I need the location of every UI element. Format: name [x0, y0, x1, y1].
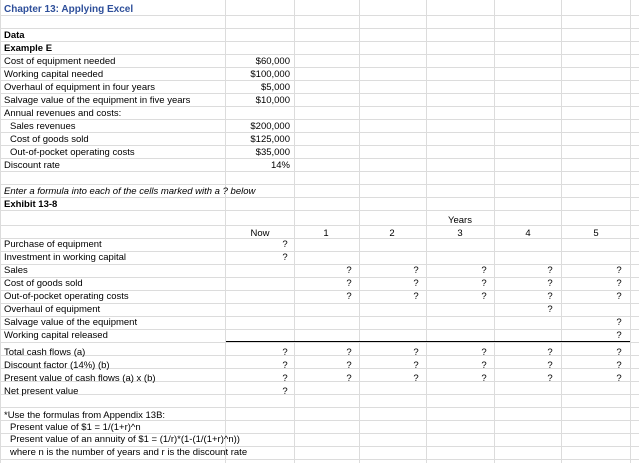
column-header-year-1[interactable]: 1 — [323, 228, 329, 239]
data-label[interactable]: Salvage value of the equipment in five years — [4, 95, 191, 106]
calc-row-label[interactable]: Present value of cash flows (a) x (b) — [4, 373, 156, 384]
calc-row-label[interactable]: Out-of-pocket operating costs — [4, 291, 129, 302]
formula-cell[interactable]: ? — [346, 278, 352, 289]
formula-cell[interactable]: ? — [547, 278, 553, 289]
formula-cell[interactable]: ? — [282, 347, 288, 358]
years-header[interactable]: Years — [448, 215, 472, 226]
formula-cell[interactable]: ? — [481, 265, 487, 276]
data-label[interactable]: Out-of-pocket operating costs — [10, 147, 135, 158]
formula-cell[interactable]: ? — [616, 360, 622, 371]
formula-cell[interactable]: ? — [616, 373, 622, 384]
formula-cell[interactable]: ? — [547, 360, 553, 371]
column-header-year-5[interactable]: 5 — [593, 228, 599, 239]
note-line-2[interactable]: Present value of $1 = 1/(1+r)^n — [10, 422, 141, 433]
formula-cell[interactable]: ? — [481, 373, 487, 384]
data-value[interactable]: $5,000 — [260, 82, 290, 93]
formula-cell[interactable]: ? — [547, 265, 553, 276]
data-label[interactable]: Cost of goods sold — [10, 134, 89, 145]
data-label[interactable]: Discount rate — [4, 160, 60, 171]
data-value[interactable]: $60,000 — [255, 56, 290, 67]
formula-cell[interactable]: ? — [413, 347, 419, 358]
formula-cell[interactable]: ? — [282, 373, 288, 384]
data-label[interactable]: Annual revenues and costs: — [4, 108, 122, 119]
data-label[interactable]: Sales revenues — [10, 121, 76, 132]
formula-cell[interactable]: ? — [346, 291, 352, 302]
formula-cell[interactable]: ? — [413, 278, 419, 289]
data-value[interactable]: $200,000 — [250, 121, 290, 132]
calc-row-label[interactable]: Discount factor (14%) (b) — [4, 360, 110, 371]
column-header-now[interactable]: Now — [250, 228, 270, 239]
formula-cell[interactable]: ? — [481, 360, 487, 371]
calc-row-label[interactable]: Sales — [4, 265, 28, 276]
calc-row-label[interactable]: Investment in working capital — [4, 252, 126, 263]
data-value[interactable]: $35,000 — [255, 147, 290, 158]
data-value[interactable]: $100,000 — [250, 69, 290, 80]
sheet-title[interactable]: Chapter 13: Applying Excel — [4, 4, 134, 15]
calc-row-label[interactable]: Net present value — [4, 386, 79, 397]
exhibit-heading[interactable]: Exhibit 13-8 — [4, 199, 58, 210]
calc-row-label[interactable]: Cost of goods sold — [4, 278, 83, 289]
formula-cell[interactable]: ? — [413, 373, 419, 384]
formula-cell[interactable]: ? — [413, 265, 419, 276]
formula-cell[interactable]: ? — [481, 291, 487, 302]
column-header-year-4[interactable]: 4 — [525, 228, 531, 239]
note-line-4[interactable]: where n is the number of years and r is the discount rate — [10, 447, 248, 458]
formula-cell[interactable]: ? — [346, 360, 352, 371]
formula-cell[interactable]: ? — [282, 386, 288, 397]
column-header-year-2[interactable]: 2 — [389, 228, 395, 239]
data-label[interactable]: Overhaul of equipment in four years — [4, 82, 156, 93]
formula-cell[interactable]: ? — [481, 278, 487, 289]
formula-cell[interactable]: ? — [346, 265, 352, 276]
data-value[interactable]: $125,000 — [250, 134, 290, 145]
formula-cell[interactable]: ? — [481, 347, 487, 358]
calc-row-label[interactable]: Salvage value of the equipment — [4, 317, 138, 328]
formula-cell[interactable]: ? — [547, 304, 553, 315]
formula-cell[interactable]: ? — [346, 373, 352, 384]
instruction-text[interactable]: Enter a formula into each of the cells marked with a ? below — [4, 186, 256, 197]
data-heading[interactable]: Data — [4, 30, 25, 41]
formula-cell[interactable]: ? — [547, 347, 553, 358]
formula-cell[interactable]: ? — [616, 278, 622, 289]
note-line-1[interactable]: *Use the formulas from Appendix 13B: — [4, 410, 166, 421]
column-header-year-3[interactable]: 3 — [457, 228, 463, 239]
formula-cell[interactable]: ? — [616, 265, 622, 276]
formula-cell[interactable]: ? — [282, 239, 288, 250]
data-value[interactable]: 14% — [270, 160, 290, 171]
formula-cell[interactable]: ? — [616, 291, 622, 302]
formula-cell[interactable]: ? — [282, 360, 288, 371]
example-heading[interactable]: Example E — [4, 43, 53, 54]
calc-row-label[interactable]: Overhaul of equipment — [4, 304, 101, 315]
data-value[interactable]: $10,000 — [255, 95, 290, 106]
formula-cell[interactable]: ? — [616, 347, 622, 358]
formula-cell[interactable]: ? — [413, 291, 419, 302]
formula-cell[interactable]: ? — [616, 330, 622, 341]
calc-row-label[interactable]: Purchase of equipment — [4, 239, 102, 250]
calc-row-label[interactable]: Working capital released — [4, 330, 108, 341]
calc-row-label[interactable]: Total cash flows (a) — [4, 347, 86, 358]
formula-cell[interactable]: ? — [282, 252, 288, 263]
formula-cell[interactable]: ? — [616, 317, 622, 328]
data-label[interactable]: Working capital needed — [4, 69, 104, 80]
totals-separator — [226, 341, 630, 342]
formula-cell[interactable]: ? — [413, 360, 419, 371]
formula-cell[interactable]: ? — [346, 347, 352, 358]
formula-cell[interactable]: ? — [547, 373, 553, 384]
formula-cell[interactable]: ? — [547, 291, 553, 302]
data-label[interactable]: Cost of equipment needed — [4, 56, 116, 67]
note-line-3[interactable]: Present value of an annuity of $1 = (1/r)*(1-(1/(1+r)^n)) — [10, 434, 240, 445]
